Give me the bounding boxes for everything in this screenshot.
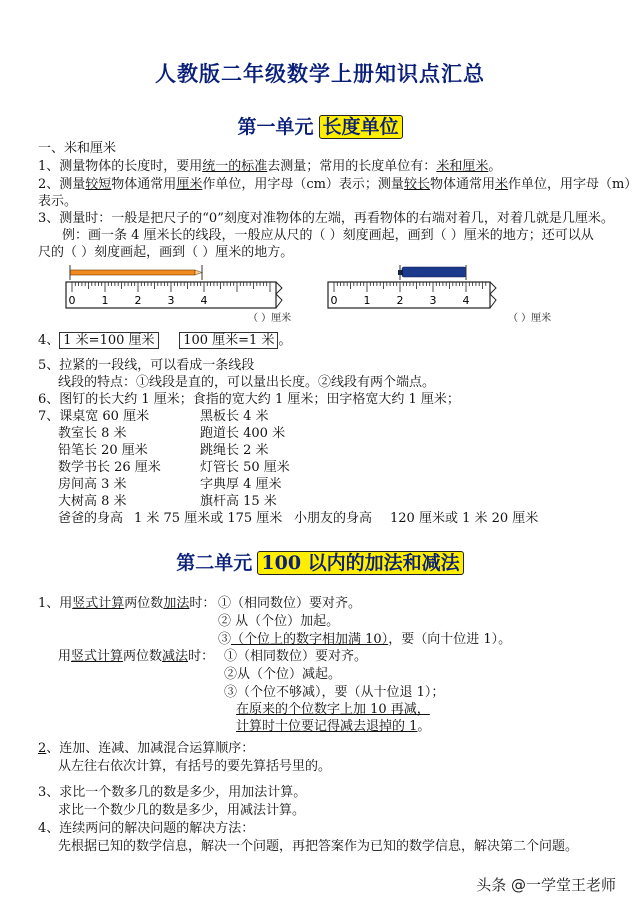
section-heading: 一、米和厘米	[38, 141, 117, 156]
pencil-tip	[195, 270, 202, 275]
text-underlined: 加法	[163, 596, 190, 611]
u2-item-4-detail: 先根据已知的数学信息，解决一个问题，再把答案作为已知的数学信息，解决第二个问题。	[58, 839, 579, 854]
add-step-3	[218, 631, 511, 649]
item-5: 5、拉紧的一段线，可以看成一条线段	[38, 358, 255, 373]
boxed-fact: 100 厘米=1 米	[179, 332, 278, 349]
unit1-name: 长度单位	[319, 115, 403, 139]
dad-height-value: 1 米 75 厘米或 175 厘米	[134, 511, 283, 526]
example-right: 跑道长 400 米	[200, 426, 286, 441]
text: 作单位，用字母（m）	[507, 177, 638, 192]
text: 、连加、连减、加减混合运算顺序：	[46, 741, 255, 756]
example-left: 大树高 8 米	[58, 494, 127, 509]
text: 。	[488, 159, 502, 174]
sub-step-4: 在原来的个位数字上加 10 再减，	[236, 702, 430, 717]
text: 1、测量物体的长度时，要用	[38, 159, 203, 174]
ruler-tick-label: 2	[396, 294, 404, 307]
text: 作单位，用字母（cm）表示；测量	[202, 177, 404, 192]
text: 1、用	[38, 596, 73, 611]
kid-height-value: 120 厘米或 1 米 20 厘米	[390, 511, 539, 526]
add-step-2: ② 从（个位）加起。	[218, 614, 340, 629]
page-title: 人教版二年级数学上册知识点汇总	[155, 61, 485, 86]
item-3-example: 例：画一条 4 厘米长的线段，一般应从尺的（ ）刻度画起，画到（ ）厘米的地方；还可以从	[62, 228, 594, 243]
ruler1-answer-blank: （ ）厘米	[248, 313, 292, 324]
text-underlined: 米	[494, 177, 508, 192]
item-5-detail: 线段的特点：①线段是直的，可以量出长度。②线段有两个端点。	[58, 375, 436, 390]
unit2-name: 100 以内的加法和减法	[257, 551, 463, 575]
item-7-right: 黑板长 4 米	[200, 409, 269, 424]
text-underlined: 2	[38, 741, 47, 756]
ruler-tick-label: 4	[200, 294, 208, 307]
sub-step-2: ②从（个位）减起。	[224, 667, 342, 682]
item-2	[38, 176, 637, 194]
text: 用	[58, 649, 72, 664]
sub-step-5	[236, 718, 430, 736]
sub-step-1: ①（相同数位）要对齐。	[224, 649, 368, 664]
ruler-with-crayon	[324, 262, 514, 322]
ruler2-answer-blank: （ ）厘米	[508, 313, 552, 324]
text-underlined: 厘米	[176, 177, 203, 192]
text: 物体通常用	[429, 177, 495, 192]
text: 2、测量	[38, 177, 86, 192]
text-underlined: 较长	[403, 177, 430, 192]
item-7: 7、课桌宽 60 厘米	[38, 409, 150, 424]
item-2-cont: 表示。	[38, 194, 78, 209]
text-underlined: 统一的标准	[202, 159, 268, 174]
sub-step-3: ③（个位不够减），要（从十位退 1）；	[224, 685, 445, 700]
unit2-heading	[0, 548, 640, 575]
u2-item-1	[38, 595, 215, 613]
text: 去测量；常用的长度单位有：	[267, 159, 437, 174]
text: ，要（向十位进 1）。	[388, 632, 512, 647]
example-right: 灯管长 50 厘米	[200, 460, 290, 475]
ruler-tick-label: 1	[363, 294, 371, 307]
item-1	[38, 158, 501, 176]
text: 时：	[188, 649, 215, 664]
sub-intro	[58, 648, 214, 666]
ruler-tick-label: 4	[462, 294, 470, 307]
example-right: 跳绳长 2 米	[200, 443, 269, 458]
u2-item-3: 3、求比一个数多几的数是多少，用加法计算。	[38, 785, 307, 800]
item-3: 3、测量时：一般是把尺子的“0”刻度对准物体的左端，再看物体的右端对着几，对着几就是几厘米。	[38, 211, 614, 226]
example-left: 房间高 3 米	[58, 477, 127, 492]
text-underlined: 竖式计算	[72, 596, 125, 611]
text: 时：	[189, 596, 216, 611]
u2-item-4: 4、连续两问的解决问题的解决方法：	[38, 821, 255, 836]
dad-height-label: 爸爸的身高	[58, 511, 124, 526]
text: 。	[278, 333, 292, 348]
text: 两位数	[124, 596, 164, 611]
kid-height-label: 小朋友的身高	[294, 511, 373, 526]
boxed-fact: 1 米=100 厘米	[59, 332, 158, 349]
ruler-tick-label: 0	[330, 294, 338, 307]
ruler-tick-label: 3	[167, 294, 175, 307]
text-underlined: 较短	[85, 177, 112, 192]
text: 。	[417, 719, 431, 734]
unit1-heading	[0, 112, 640, 139]
u2-item-2	[38, 740, 254, 758]
text-underlined: 米和厘米	[436, 159, 489, 174]
ruler-tick-label: 1	[101, 294, 109, 307]
example-right: 字典厚 4 厘米	[200, 477, 282, 492]
item-3-example-cont: 尺的（ ）刻度画起，画到（ ）厘米的地方。	[38, 245, 294, 260]
source-watermark: 头条 @一学堂王老师	[476, 876, 616, 894]
ruler-tick-label: 3	[429, 294, 437, 307]
example-right: 旗杆高 15 米	[200, 494, 277, 509]
example-left: 数学书长 26 厘米	[58, 460, 161, 475]
pencil-body	[70, 270, 195, 275]
unit2-label: 第二单元	[176, 552, 253, 574]
item-4	[38, 332, 291, 350]
u2-item-3-detail: 求比一个数少几的数是多少，用减法计算。	[58, 803, 306, 818]
example-left: 铅笔长 20 厘米	[58, 443, 148, 458]
text: 4、	[38, 333, 60, 348]
ruler-tick-label: 2	[134, 294, 142, 307]
unit1-label: 第一单元	[237, 116, 314, 138]
u2-item-2-detail: 从左往右依次计算，有括号的要先算括号里的。	[58, 759, 332, 774]
text: ③	[218, 632, 232, 647]
text: 两位数	[123, 649, 163, 664]
text-underlined: （个位上的数字相加满 10）	[231, 632, 389, 647]
text-underlined: 计算时十位要记得减去退掉的 1	[236, 719, 418, 734]
item-6: 6、图钉的长大约 1 厘米；食指的宽大约 1 厘米；田字格宽大约 1 厘米；	[38, 392, 460, 407]
text-underlined: 减法	[162, 649, 189, 664]
ruler-tick-label: 0	[68, 294, 76, 307]
text-underlined: 竖式计算	[71, 649, 124, 664]
crayon-body	[402, 267, 466, 277]
add-step-1: ①（相同数位）要对齐。	[218, 596, 362, 611]
example-left: 教室长 8 米	[58, 426, 127, 441]
text: 物体通常用	[111, 177, 177, 192]
